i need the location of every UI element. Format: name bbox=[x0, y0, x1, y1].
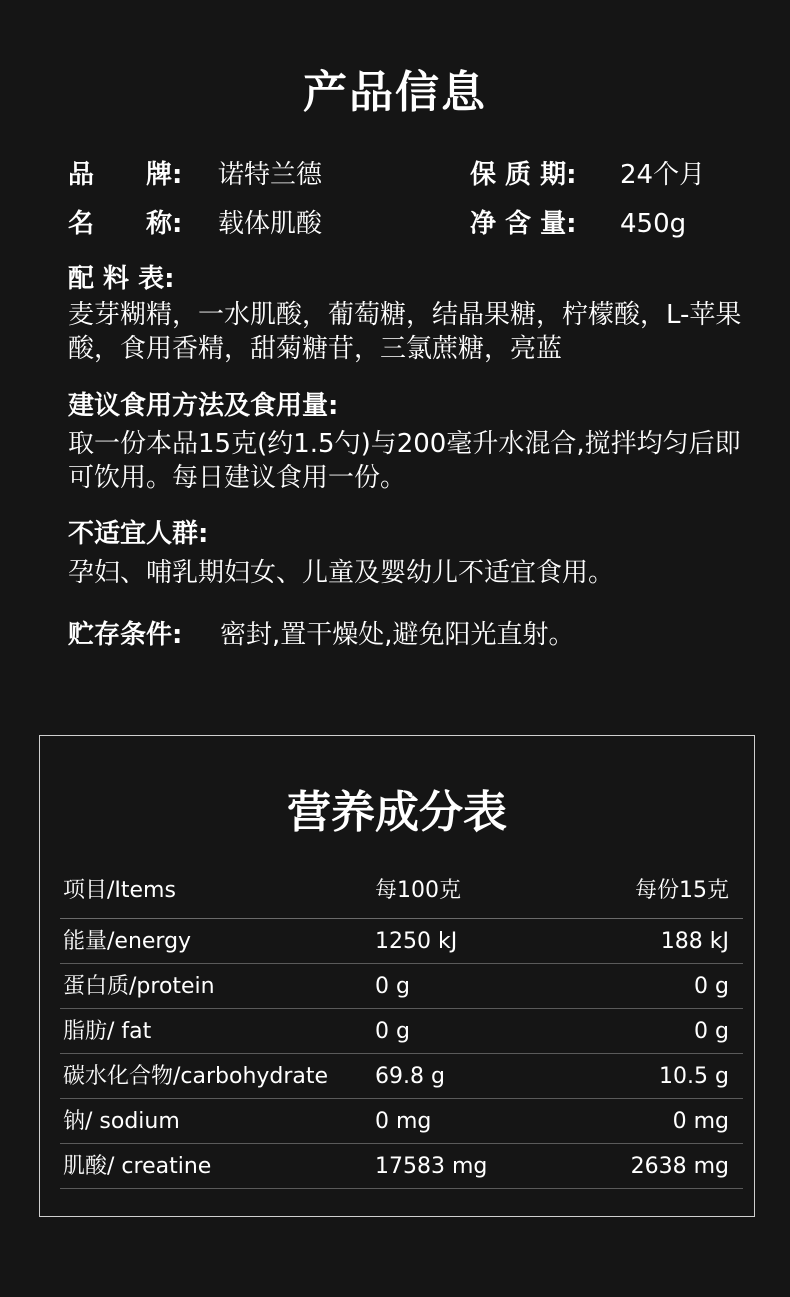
table-row bbox=[60, 1054, 743, 1099]
row-per100: 0 mg bbox=[375, 1109, 432, 1134]
name-value: 载体肌酸 bbox=[218, 209, 323, 239]
ingredients-text: 麦芽糊精，一水肌酸，葡萄糖，结晶果糖，柠檬酸，L-苹果酸，食用香精，甜菊糖苷，三氯蔗糖，亮蓝 bbox=[68, 300, 742, 364]
row-per-serving: 0 mg bbox=[672, 1109, 729, 1134]
header-per-serving: 每份15克 bbox=[635, 878, 729, 903]
net-content-row bbox=[470, 206, 686, 242]
nutrition-header-row bbox=[60, 871, 743, 919]
header-item: 项目/Items bbox=[63, 878, 176, 903]
storage-value: 密封,置干燥处,避免阳光直射。 bbox=[220, 620, 575, 650]
header-per100: 每100克 bbox=[375, 878, 461, 903]
row-per-serving: 0 g bbox=[694, 974, 729, 999]
row-item: 肌酸/ creatine bbox=[63, 1154, 212, 1179]
unsuitable-label: 不适宜人群: bbox=[68, 519, 209, 549]
nutrition-table bbox=[60, 871, 743, 1189]
row-per100: 1250 kJ bbox=[375, 929, 458, 954]
name-label: 名 称: bbox=[68, 209, 183, 239]
nutrition-panel bbox=[39, 735, 755, 1217]
storage-row bbox=[68, 617, 575, 653]
net-content-label: 净 含 量: bbox=[470, 209, 577, 239]
row-per-serving: 10.5 g bbox=[659, 1064, 729, 1089]
usage-label: 建议食用方法及食用量: bbox=[68, 391, 339, 421]
row-item: 脂肪/ fat bbox=[63, 1019, 152, 1044]
brand-row bbox=[68, 157, 322, 193]
row-item: 钠/ sodium bbox=[63, 1109, 180, 1134]
row-per100: 17583 mg bbox=[375, 1154, 488, 1179]
shelf-life-value: 24个月 bbox=[620, 160, 706, 190]
row-per-serving: 2638 mg bbox=[630, 1154, 729, 1179]
row-per100: 0 g bbox=[375, 974, 410, 999]
table-row bbox=[60, 1009, 743, 1054]
table-row bbox=[60, 1099, 743, 1144]
shelf-life-row bbox=[470, 157, 705, 193]
row-per-serving: 188 kJ bbox=[660, 929, 729, 954]
name-row bbox=[68, 206, 322, 242]
row-per-serving: 0 g bbox=[694, 1019, 729, 1044]
row-item: 碳水化合物/carbohydrate bbox=[63, 1064, 329, 1089]
storage-label: 贮存条件: bbox=[68, 620, 183, 650]
table-row bbox=[60, 919, 743, 964]
page-title: 产品信息 bbox=[303, 67, 487, 118]
shelf-life-label: 保 质 期: bbox=[470, 160, 577, 190]
row-per100: 69.8 g bbox=[375, 1064, 445, 1089]
row-item: 能量/energy bbox=[63, 929, 192, 954]
table-row bbox=[60, 964, 743, 1009]
brand-label: 品 牌: bbox=[68, 160, 183, 190]
usage-text: 取一份本品15克(约1.5勺)与200毫升水混合,搅拌均匀后即可饮用。每日建议食用一份。 bbox=[68, 429, 741, 493]
net-content-value: 450g bbox=[620, 209, 687, 239]
nutrition-title: 营养成分表 bbox=[287, 787, 507, 838]
row-item: 蛋白质/protein bbox=[63, 974, 215, 999]
row-per100: 0 g bbox=[375, 1019, 410, 1044]
table-row bbox=[60, 1144, 743, 1189]
brand-value: 诺特兰德 bbox=[218, 160, 323, 190]
ingredients-label: 配 料 表: bbox=[68, 264, 175, 294]
unsuitable-text: 孕妇、哺乳期妇女、儿童及婴幼儿不适宜食用。 bbox=[68, 558, 615, 588]
